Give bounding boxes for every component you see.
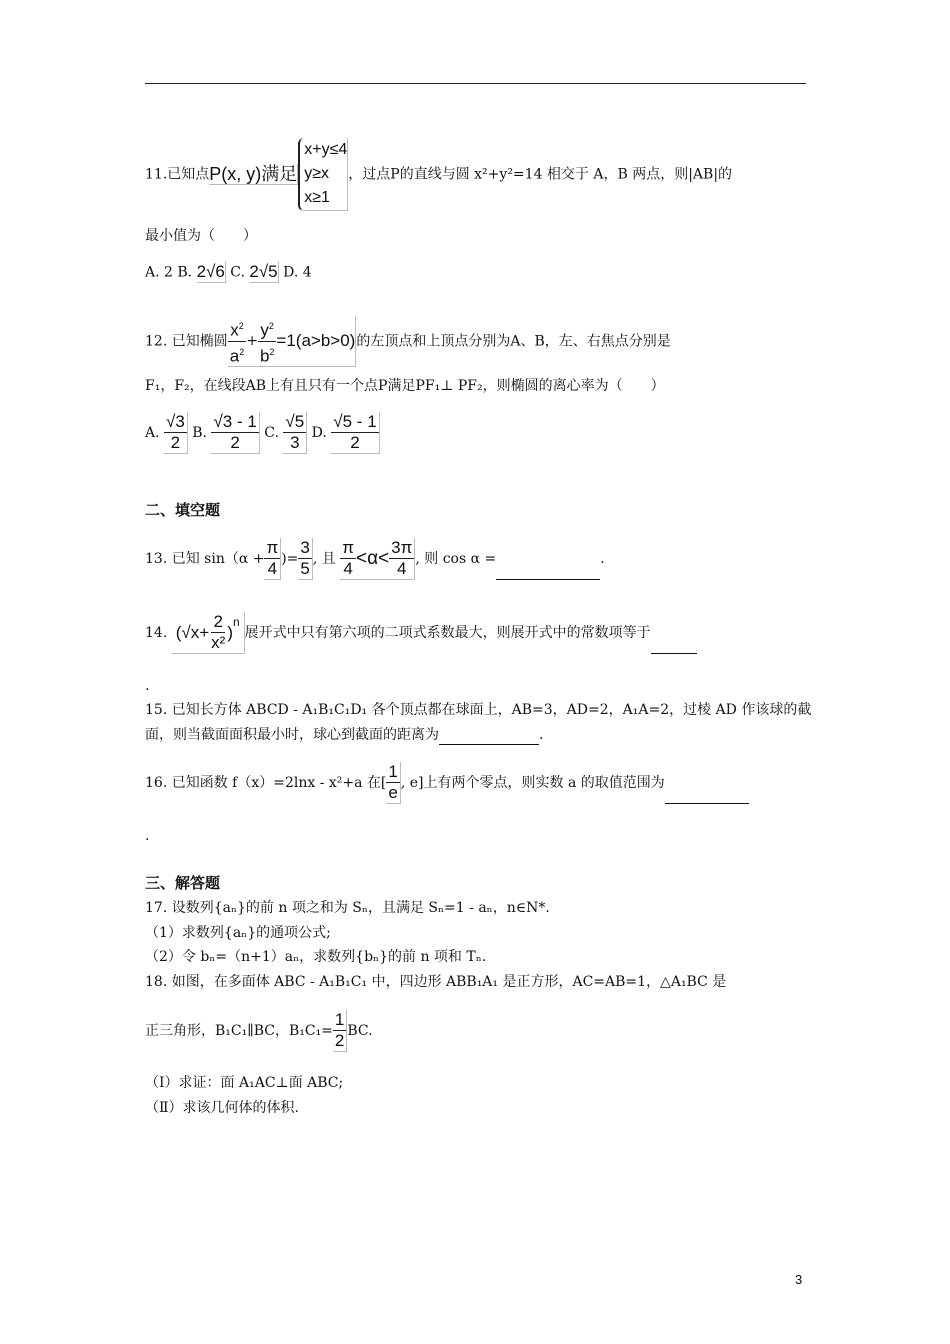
q11-opt-c-value: 2√5 — [249, 262, 278, 281]
q12-line2: F₁，F₂，在线段AB上有且只有一个点P满足PF₁⊥ PF₂，则椭圆的离心率为（ ） — [145, 378, 665, 394]
q18-line2-pre: 正三角形，B₁C₁∥BC，B₁C₁= — [145, 1023, 333, 1039]
q18-line2-post: BC. — [347, 1023, 373, 1039]
q11-opt-b-value: 2√6 — [196, 262, 225, 281]
q18-one-half: $\frac{1}{2}$ — [333, 1010, 347, 1052]
section-2-heading: 二、填空题 — [145, 501, 221, 519]
q13-number: 13. — [145, 551, 168, 567]
q13-pi-over-4: $\frac{\pi}{4}$ — [264, 538, 281, 580]
q15-line1: 15. 已知长方体 ABCD - A₁B₁C₁D₁ 各个顶点都在球面上，AB=3，AD=2，A₁A=2，过棱 AD 作该球的截 — [145, 702, 812, 718]
q15-line2 — [145, 725, 543, 745]
q17-line2: （1）求数列{aₙ}的通项公式; — [145, 925, 331, 941]
page-number: 3 — [795, 1272, 803, 1287]
q16-pre: 16. 已知函数 f（x）=2lnx - x²+a 在[ — [145, 775, 387, 791]
q18-line2 — [145, 1010, 373, 1056]
q12-frac-y: $\frac{y^2}{b^2}$ — [258, 316, 276, 366]
q12-opt-d-label: D. — [311, 425, 327, 441]
q14-dot: . — [145, 678, 150, 694]
header-rule — [145, 83, 806, 84]
q12-opt-d: $\frac{√5 - 1}{2}$ — [331, 412, 379, 454]
q13-three-fifths: $\frac{3}{5}$ — [298, 538, 312, 580]
q13-range: $\frac{\pi}{4}$ <α< $\frac{3\pi}{4}$ — [340, 538, 415, 580]
q11-opt-d: D. 4 — [283, 264, 312, 281]
q18-part1: （Ⅰ）求证：面 A₁AC⊥面 ABC; — [145, 1075, 344, 1091]
q12-number: 12. — [145, 333, 168, 350]
question-16 — [145, 762, 749, 808]
q14-binomial: (√x+ $\frac{2}{\text{x²}}$ )$^n$ — [172, 612, 245, 654]
q15-end: . — [539, 727, 544, 743]
q11-pre: 已知点 — [167, 166, 210, 183]
question-12 — [145, 316, 671, 366]
question-14 — [145, 612, 697, 660]
q16-one-over-e: $\frac{1}{e}$ — [386, 762, 400, 804]
q13-end: . — [600, 551, 605, 567]
q12-opt-b-label: B. — [192, 425, 208, 441]
q11-opt-c: C. — [230, 264, 245, 281]
q18-part2: （Ⅱ）求该几何体的体积. — [145, 1100, 299, 1116]
q11-cond-2: y≥x — [304, 165, 330, 182]
q12-opt-a: $\frac{√3}{2}$ — [164, 412, 188, 454]
q14-answer-blank — [651, 639, 697, 654]
q11-options — [145, 262, 312, 283]
q11-number: 11. — [145, 166, 168, 183]
q14-number: 14. — [145, 625, 168, 641]
q12-post: 的左顶点和上顶点分别为A、B，左、右焦点分别是 — [356, 333, 671, 350]
q13-and: , 且 — [312, 551, 336, 567]
q17-line1: 17. 设数列{aₙ}的前 n 项之和为 Sₙ，且满足 Sₙ=1 - aₙ，n∈N*. — [145, 900, 550, 916]
q17-line3: （2）令 bₙ=（n+1）aₙ，求数列{bₙ}的前 n 项和 Tₙ. — [145, 949, 487, 965]
q13-post: , 则 cos α = — [415, 551, 497, 567]
q18-line1: 18. 如图，在多面体 ABC - A₁B₁C₁ 中，四边形 ABB₁A₁ 是正方形，AC=AB=1，△A₁BC 是 — [145, 974, 727, 990]
q15-answer-blank — [439, 730, 539, 745]
q11-conditions — [298, 138, 348, 211]
section-3-heading: 三、解答题 — [145, 874, 221, 892]
q12-frac-x: $\frac{x^2}{a^2}$ — [228, 316, 246, 366]
q12-opt-a-label: A. — [145, 425, 160, 441]
q11-point: P(x, y)满足 — [209, 164, 298, 184]
q12-opt-c-label: C. — [264, 425, 279, 441]
q11-cond-1: x+y≤4 — [304, 141, 348, 158]
q13-mid: )= — [281, 551, 299, 567]
q12-options — [145, 412, 380, 460]
q12-eq-tail: =1(a>b>0) — [276, 331, 356, 351]
q11-line2: 最小值为（ ） — [145, 228, 257, 244]
q11-cond-3: x≥1 — [304, 189, 330, 206]
q11-opt-a-b: A. 2 B. — [145, 264, 193, 281]
q16-dot: . — [145, 828, 150, 844]
question-13 — [145, 538, 605, 584]
q12-opt-b: $\frac{√3 - 1}{2}$ — [211, 412, 259, 454]
q16-answer-blank — [665, 789, 749, 804]
q12-opt-c: $\frac{√5}{3}$ — [283, 412, 307, 454]
q13-answer-blank — [496, 565, 600, 580]
q14-post: 展开式中只有第六项的二项式系数最大，则展开式中的常数项等于 — [244, 625, 651, 641]
q12-ellipse-eq: $\frac{x^2}{a^2}$ + $\frac{y^2}{b^2}$ =1(a>b>0) — [228, 316, 357, 367]
q12-pre: 已知椭圆 — [171, 333, 228, 350]
question-11 — [145, 138, 732, 214]
q13-pre: 已知 sin（α + — [171, 551, 265, 567]
q11-post: ，过点P的直线与圆 x²+y²=14 相交于 A，B 两点，则|AB|的 — [348, 166, 733, 183]
q16-post: , e]上有两个零点，则实数 a 的取值范围为 — [400, 775, 665, 791]
q15-line2-text: 面，则当截面面积最小时，球心到截面的距离为 — [145, 727, 439, 743]
